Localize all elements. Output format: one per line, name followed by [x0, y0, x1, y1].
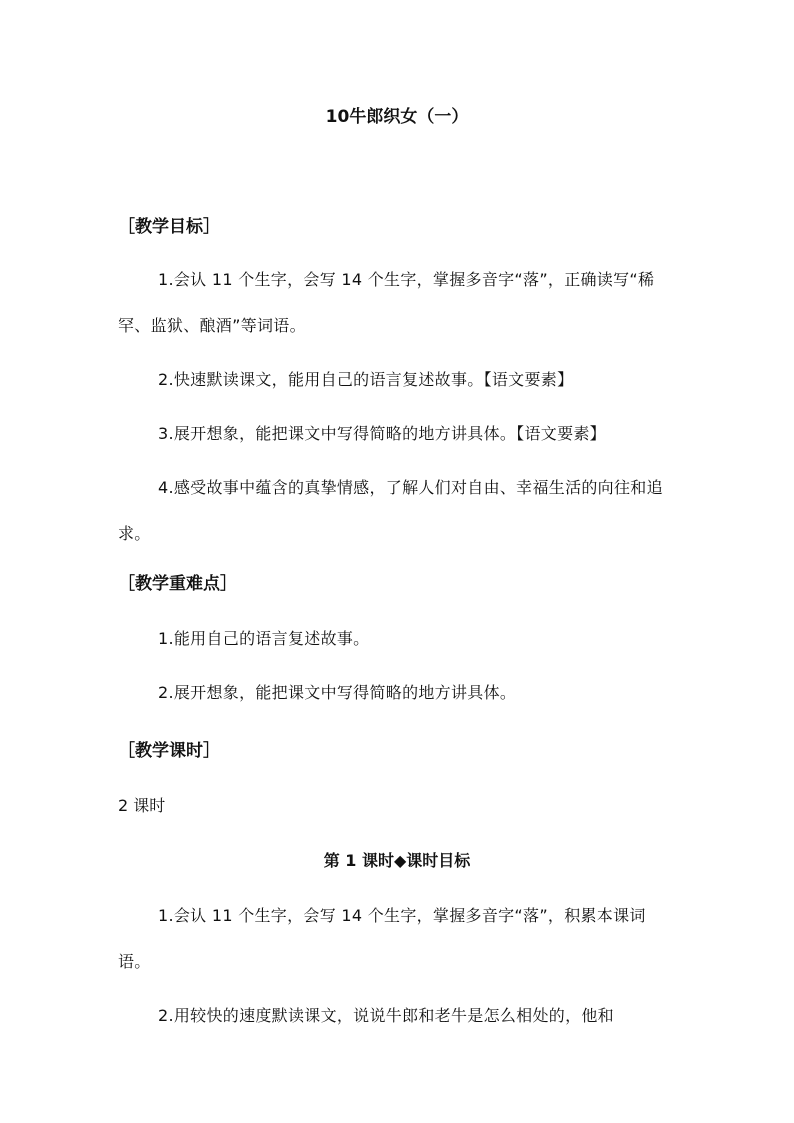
- periods-heading: ［教学课时］: [118, 741, 220, 761]
- document-title: 10牛郎织女（一）: [325, 107, 469, 127]
- objectives-heading: ［教学目标］: [118, 217, 220, 237]
- objective-item-2: 2.快速默读课文，能用自己的语言复述故事。【语文要素】: [158, 370, 574, 389]
- lesson1-goal-2: 2.用较快的速度默读课文，说说牛郎和老牛是怎么相处的，他和: [158, 1006, 614, 1025]
- key-points-heading: ［教学重难点］: [118, 574, 237, 594]
- periods-value: 2 课时: [118, 796, 166, 815]
- objective-item-1: 1.会认 11 个生字，会写 14 个生字，掌握多音字“落”，正确读写“稀罕、监狱、酿酒”等词语。: [118, 270, 655, 335]
- objective-item-4: 4.感受故事中蕴含的真挚情感，了解人们对自由、幸福生活的向往和追求。: [118, 478, 663, 543]
- key-point-item-2: 2.展开想象，能把课文中写得简略的地方讲具体。: [158, 683, 517, 702]
- lesson1-goal-1: 1.会认 11 个生字，会写 14 个生字，掌握多音字“落”，积累本课词语。: [118, 906, 646, 971]
- lesson1-subtitle: 第 1 课时◆课时目标: [323, 851, 471, 870]
- objective-item-3: 3.展开想象，能把课文中写得简略的地方讲具体。【语文要素】: [158, 424, 606, 443]
- key-point-item-1: 1.能用自己的语言复述故事。: [158, 629, 370, 648]
